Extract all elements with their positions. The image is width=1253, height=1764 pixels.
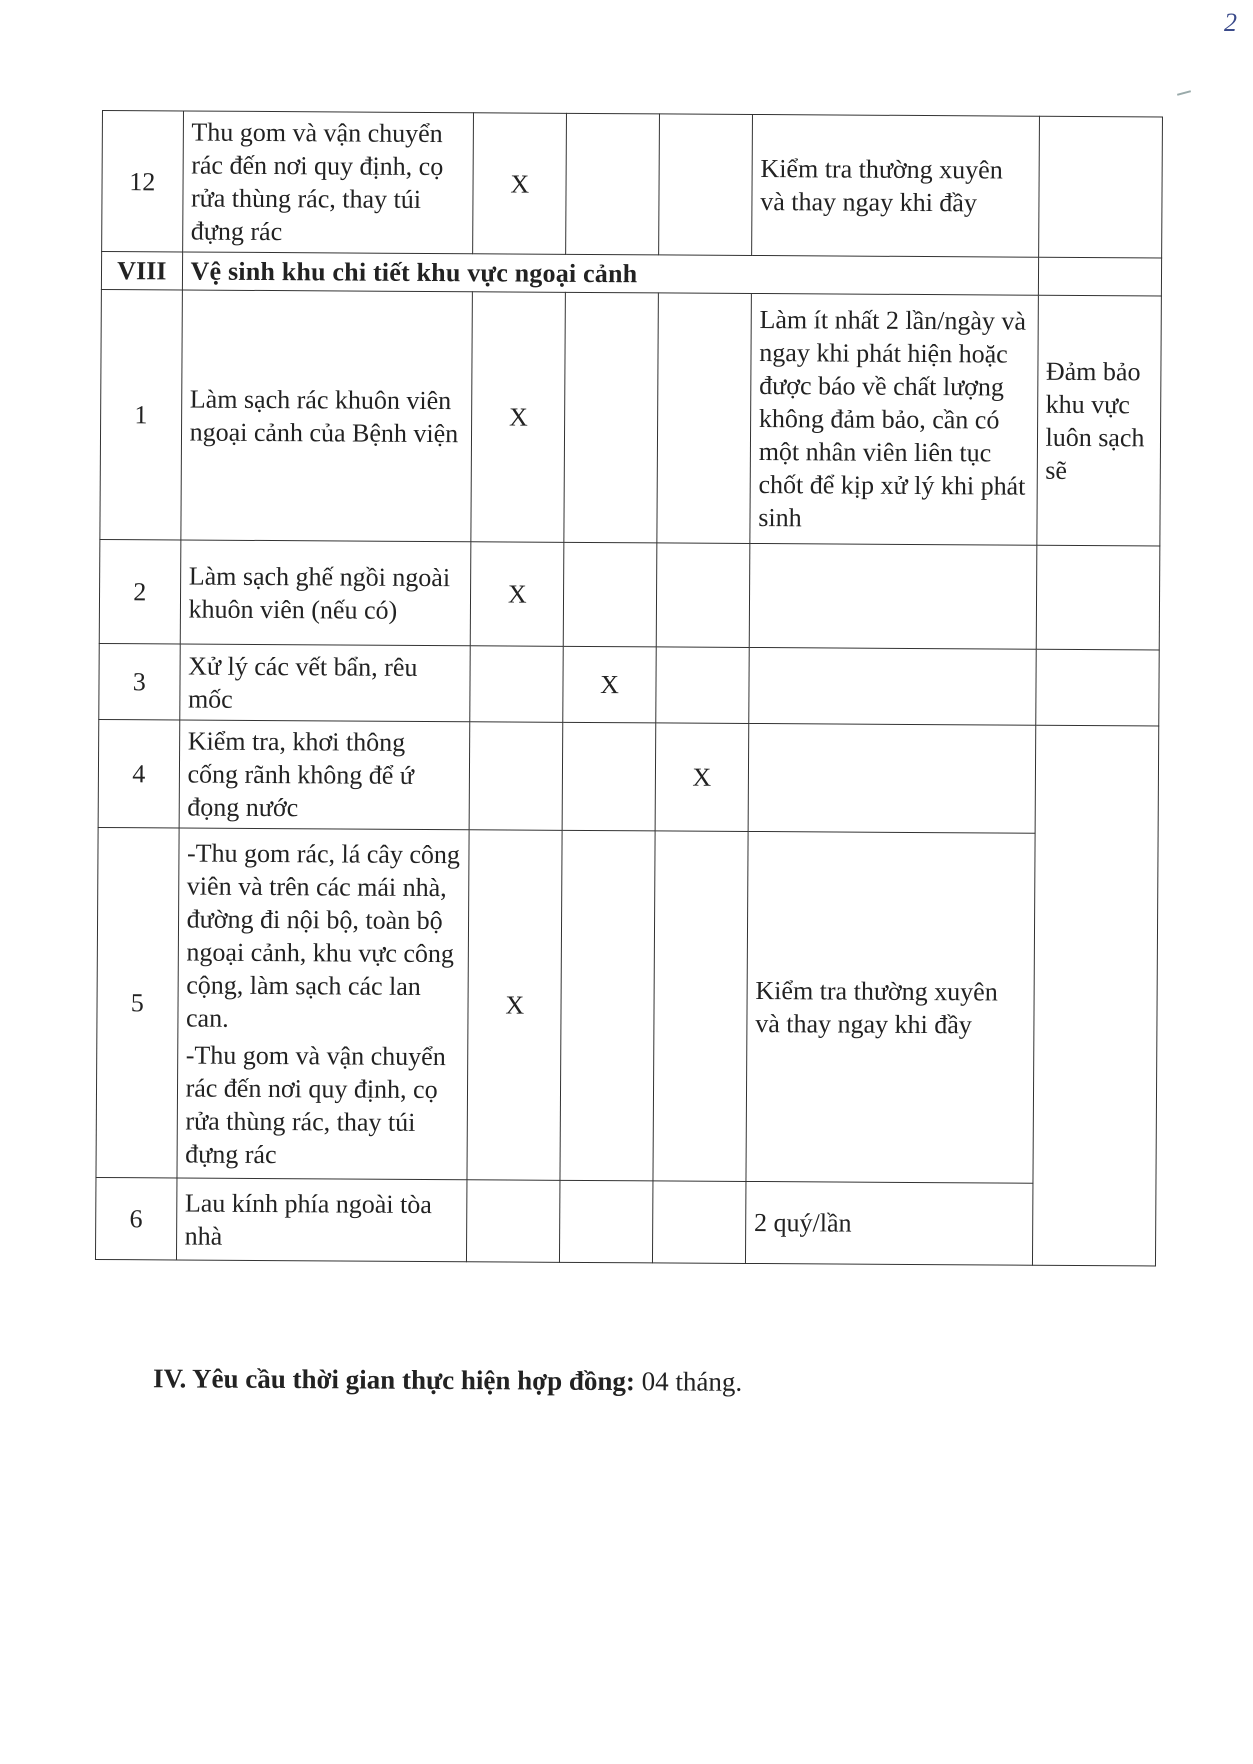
task-description	[177, 828, 470, 1180]
section-extra-empty	[1038, 257, 1162, 296]
task-extra-empty	[1036, 545, 1160, 650]
frequency-mark: X	[471, 542, 564, 647]
frequency-mark: X	[655, 723, 748, 832]
frequency-mark-empty	[656, 543, 749, 648]
task-extra-empty	[1032, 725, 1159, 1266]
frequency-mark: X	[467, 830, 562, 1181]
contract-duration	[153, 1363, 742, 1398]
frequency-mark-empty	[656, 647, 749, 724]
frequency-mark-empty	[469, 722, 562, 831]
table-row	[99, 643, 1159, 725]
row-number: 3	[99, 643, 180, 719]
page-number: 2	[1224, 8, 1237, 37]
task-note-empty	[749, 543, 1036, 649]
table-row	[100, 289, 1162, 545]
task-note-empty	[749, 647, 1036, 725]
section-title: Vệ sinh khu chi tiết khu vực ngoại cảnh	[182, 252, 1038, 295]
frequency-mark-empty	[467, 1180, 560, 1263]
task-extra-empty	[1038, 116, 1162, 258]
table-row	[95, 1177, 1155, 1265]
task-extra: Đảm bảo khu vực luôn sạch sẽ	[1036, 295, 1161, 546]
task-description-part: -Thu gom và vận chuyển rác đến nơi quy định, cọ rửa thùng rác, thay túi đựng rác	[185, 1040, 446, 1169]
frequency-mark-empty	[563, 542, 656, 647]
task-description: Làm sạch ghế ngồi ngoài khuôn viên (nếu có)	[180, 540, 471, 646]
task-description: Thu gom và vận chuyển rác đến nơi quy định, cọ rửa thùng rác, thay túi đựng rác	[182, 111, 474, 254]
section-number: VIII	[101, 252, 182, 290]
frequency-mark-empty	[564, 292, 658, 543]
row-number: 12	[102, 111, 183, 252]
task-table	[95, 110, 1163, 1266]
table-row	[102, 111, 1163, 258]
task-description: Làm sạch rác khuôn viên ngoại cảnh của Bệnh viện	[180, 290, 472, 542]
frequency-mark: X	[563, 646, 656, 723]
table-row	[99, 539, 1160, 649]
task-description: Lau kính phía ngoài tòa nhà	[176, 1178, 467, 1262]
frequency-mark-empty	[657, 293, 751, 544]
row-number: 6	[95, 1177, 176, 1259]
frequency-mark: X	[473, 113, 567, 255]
row-number: 2	[99, 539, 180, 643]
frequency-mark-empty	[653, 831, 748, 1182]
scan-mark	[1177, 90, 1191, 96]
table-row	[98, 719, 1159, 833]
row-number: 4	[98, 719, 179, 827]
frequency-mark-empty	[652, 1181, 745, 1264]
frequency-mark-empty	[562, 722, 655, 831]
frequency-mark-empty	[566, 113, 660, 255]
task-note-empty	[748, 723, 1035, 833]
row-number: 1	[100, 289, 182, 539]
frequency-mark-empty	[560, 830, 655, 1181]
task-note: Kiểm tra thường xuyên và thay ngay khi đầy	[746, 831, 1035, 1183]
contract-duration-label: IV. Yêu cầu thời gian thực hiện hợp đồng:	[152, 1363, 636, 1397]
frequency-mark-empty	[659, 114, 753, 256]
task-note: Kiểm tra thường xuyên và thay ngay khi đầy	[751, 114, 1039, 257]
frequency-mark-empty	[470, 646, 563, 723]
task-note: Làm ít nhất 2 lần/ngày và ngay khi phát hiện hoặc được báo về chất lượng không đảm bảo, cần có một nhân viên liên tục chốt để kịp xử lý khi phát sinh	[750, 293, 1038, 545]
task-description-part: -Thu gom rác, lá cây công viên và trên các mái nhà, đường đi nội bộ, toàn bộ ngoại cảnh, khu vực công cộng, làm sạch các lan can.	[185, 838, 461, 1033]
task-extra-empty	[1035, 649, 1159, 726]
contract-duration-value: 04 tháng.	[634, 1366, 743, 1397]
task-description: Xử lý các vết bẩn, rêu mốc	[179, 644, 470, 722]
frequency-mark-empty	[560, 1180, 653, 1263]
row-number: 5	[96, 827, 179, 1177]
table-row	[96, 827, 1158, 1183]
frequency-mark: X	[471, 292, 565, 543]
section-header	[101, 252, 1161, 296]
task-description: Kiểm tra, khơi thông cống rãnh không để ứ đọng nước	[179, 720, 470, 830]
task-note: 2 quý/lần	[745, 1181, 1032, 1265]
